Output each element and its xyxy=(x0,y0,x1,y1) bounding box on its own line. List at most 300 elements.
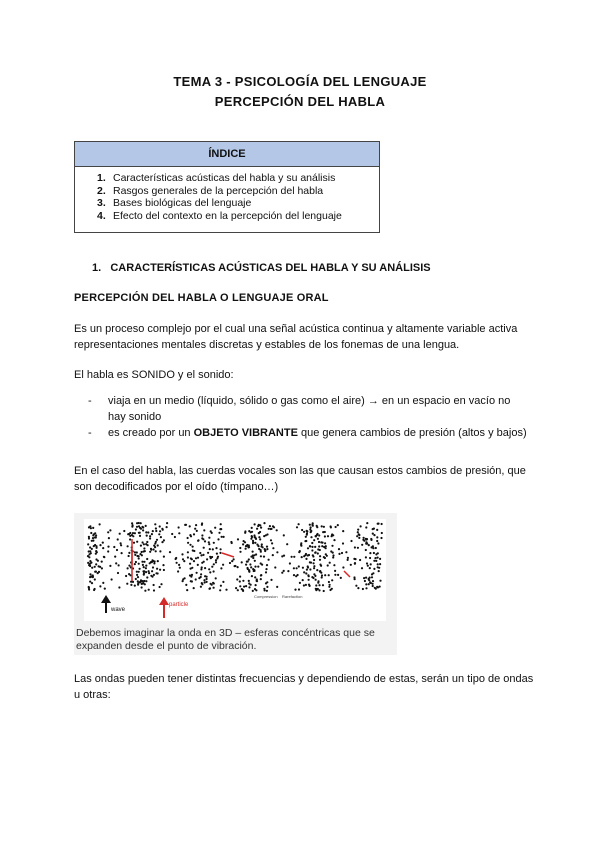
particle-dot xyxy=(276,551,278,553)
particle-dot xyxy=(298,565,300,567)
particle-dot xyxy=(268,559,270,561)
particle-dot xyxy=(119,533,121,535)
particle-dot xyxy=(254,560,256,562)
particle-dot xyxy=(97,572,99,574)
particle-dot xyxy=(153,562,155,564)
particle-dot xyxy=(146,558,148,560)
particle-dot xyxy=(357,529,359,531)
particle-dot xyxy=(197,564,199,566)
particle-dot xyxy=(363,540,365,542)
particle-dot xyxy=(369,557,371,559)
particle-dot xyxy=(256,580,258,582)
particle-dot xyxy=(324,542,326,544)
particle-dot xyxy=(233,558,235,560)
document-subtitle: PERCEPCIÓN DEL HABLA xyxy=(214,94,386,109)
particle-dot xyxy=(137,580,139,582)
particle-dot xyxy=(257,566,259,568)
particle-dot xyxy=(89,576,91,578)
particle-dot xyxy=(219,552,221,554)
particle-dot xyxy=(95,563,97,565)
particle-dot xyxy=(313,562,315,564)
particle-dot xyxy=(381,532,383,534)
particle-dot xyxy=(145,531,147,533)
particle-dot xyxy=(143,566,145,568)
particle-dot xyxy=(192,546,194,548)
particle-dot xyxy=(94,578,96,580)
index-item: 4. Efecto del contexto en la percepción del lenguaje xyxy=(97,209,342,222)
particle-dot xyxy=(354,562,356,564)
particle-dot xyxy=(88,537,90,539)
particle-dot xyxy=(190,576,192,578)
particle-dot xyxy=(355,585,357,587)
particle-dot xyxy=(295,575,297,577)
particle-dot xyxy=(231,542,233,544)
particle-dot xyxy=(149,535,151,537)
particle-dot xyxy=(159,525,161,527)
particle-dot xyxy=(197,540,199,542)
particle-dot xyxy=(323,590,325,592)
particle-dot xyxy=(219,589,221,591)
particle-dot xyxy=(316,569,318,571)
particle-dot xyxy=(366,522,368,524)
particle-dot xyxy=(237,589,239,591)
particle-dot xyxy=(89,573,91,575)
particle-dot xyxy=(251,531,253,533)
particle-dot xyxy=(187,556,189,558)
particle-dot xyxy=(142,541,144,543)
particle-dot xyxy=(298,551,300,553)
particle-dot xyxy=(379,558,381,560)
particle-dot xyxy=(136,526,138,528)
particle-dot xyxy=(131,526,133,528)
particle-dot xyxy=(89,560,91,562)
particle-dot xyxy=(254,566,256,568)
particle-dot xyxy=(350,564,352,566)
particle-dot xyxy=(318,545,320,547)
particle-dot xyxy=(118,586,120,588)
particle-dot xyxy=(283,555,285,557)
particle-dot xyxy=(209,571,211,573)
particle-dot xyxy=(146,541,148,543)
particle-dot xyxy=(356,535,358,537)
particle-dot xyxy=(166,522,168,524)
particle-dot xyxy=(256,528,258,530)
particle-dot xyxy=(312,525,314,527)
particle-dot xyxy=(117,538,119,540)
particle-dot xyxy=(318,589,320,591)
particle-dot xyxy=(365,577,367,579)
index-item: 1. Características acústicas del habla y su análisis xyxy=(97,172,336,184)
particle-dot xyxy=(363,577,365,579)
particle-dot xyxy=(329,589,331,591)
particle-dot xyxy=(311,549,313,551)
particle-dot xyxy=(178,564,180,566)
particle-dot xyxy=(369,552,371,554)
particle-dot xyxy=(256,544,258,546)
particle-dot xyxy=(331,535,333,537)
particle-dot xyxy=(270,528,272,530)
particle-dot xyxy=(114,556,116,558)
particle-dot xyxy=(93,545,95,547)
particle-dot xyxy=(143,580,145,582)
particle-dot xyxy=(243,586,245,588)
particle-dot xyxy=(201,582,203,584)
particle-dot xyxy=(283,534,285,536)
particle-dot xyxy=(89,581,91,583)
particle-dot xyxy=(363,537,365,539)
particle-dot xyxy=(159,530,161,532)
particle-dot xyxy=(372,533,374,535)
wave-particles-illustration xyxy=(74,513,397,623)
particle-dot xyxy=(193,560,195,562)
particle-dot xyxy=(215,577,217,579)
particle-dot xyxy=(136,555,138,557)
particle-dot xyxy=(136,574,138,576)
figure-caption: Debemos imaginar la onda en 3D – esferas concéntricas que se expanden desde el punto de vibración. xyxy=(76,627,375,652)
particle-dot xyxy=(207,552,209,554)
particle-dot xyxy=(189,544,191,546)
particle-dot xyxy=(160,536,162,538)
particle-dot xyxy=(294,589,296,591)
particle-dot xyxy=(129,538,131,540)
particle-dot xyxy=(307,566,309,568)
particle-dot xyxy=(313,559,315,561)
particle-dot xyxy=(102,547,104,549)
particle-dot xyxy=(362,588,364,590)
particle-dot xyxy=(242,543,244,545)
particle-dot xyxy=(229,562,231,564)
particle-dot xyxy=(328,586,330,588)
particle-dot xyxy=(193,533,195,535)
particle-dot xyxy=(208,568,210,570)
particle-dot xyxy=(365,556,367,558)
particle-dot xyxy=(332,554,334,556)
particle-dot xyxy=(201,566,203,568)
particle-dot xyxy=(302,567,304,569)
particle-dot xyxy=(178,526,180,528)
particle-dot xyxy=(264,550,266,552)
particle-dot xyxy=(107,546,109,548)
particle-dot xyxy=(154,546,156,548)
particle-dot xyxy=(318,541,320,543)
particle-dot xyxy=(95,553,97,555)
particle-dot xyxy=(101,561,103,563)
particle-dot xyxy=(340,577,342,579)
particle-dot xyxy=(347,557,349,559)
particle-dot xyxy=(178,532,180,534)
list-item: - es creado por un OBJETO VIBRANTE que genera cambios de presión (altos y bajos) xyxy=(88,427,527,439)
particle-dot xyxy=(247,546,249,548)
particle-dot xyxy=(201,562,203,564)
particle-dot xyxy=(156,568,158,570)
particle-dot xyxy=(120,544,122,546)
particle-dot xyxy=(132,581,134,583)
particle-dot xyxy=(296,567,298,569)
particle-dot xyxy=(95,534,97,536)
particle-dot xyxy=(379,563,381,565)
particle-dot xyxy=(337,524,339,526)
particle-dot xyxy=(90,532,92,534)
particle-dot xyxy=(206,581,208,583)
particle-dot xyxy=(323,526,325,528)
particle-dot xyxy=(242,590,244,592)
particle-dot xyxy=(221,536,223,538)
particle-dot xyxy=(357,587,359,589)
particle-dot xyxy=(342,542,344,544)
particle-dot xyxy=(266,586,268,588)
particle-dot xyxy=(150,548,152,550)
particle-dot xyxy=(341,552,343,554)
particle-dot xyxy=(220,585,222,587)
particle-dot xyxy=(307,574,309,576)
particle-dot xyxy=(237,538,239,540)
particle-dot xyxy=(88,553,90,555)
particle-dot xyxy=(287,570,289,572)
particle-dot xyxy=(108,537,110,539)
particle-dot xyxy=(136,571,138,573)
particle-dot xyxy=(365,583,367,585)
particle-dot xyxy=(301,556,303,558)
particle-dot xyxy=(305,584,307,586)
particle-dot xyxy=(312,554,314,556)
particle-dot xyxy=(342,530,344,532)
particle-dot xyxy=(90,527,92,529)
particle-dot xyxy=(249,563,251,565)
particle-dot xyxy=(271,542,273,544)
particle-dot xyxy=(220,523,222,525)
particle-dot xyxy=(138,525,140,527)
particle-dot xyxy=(138,571,140,573)
particle-dot xyxy=(377,563,379,565)
particle-dot xyxy=(310,526,312,528)
particle-dot xyxy=(266,564,268,566)
particle-dot xyxy=(291,556,293,558)
particle-dot xyxy=(157,560,159,562)
particle-dot xyxy=(265,571,267,573)
particle-dot xyxy=(91,567,93,569)
wave-label: wave xyxy=(111,607,126,613)
particle-dot xyxy=(264,548,266,550)
particle-dot xyxy=(193,587,195,589)
particle-dot xyxy=(203,529,205,531)
particle-dot xyxy=(129,535,131,537)
particle-dot xyxy=(127,545,129,547)
particle-dot xyxy=(337,574,339,576)
particle-dot xyxy=(371,573,373,575)
particle-dot xyxy=(211,584,213,586)
particle-dot xyxy=(190,568,192,570)
particle-dot xyxy=(200,568,202,570)
particle-dot xyxy=(314,552,316,554)
particle-dot xyxy=(223,536,225,538)
particle-dot xyxy=(250,584,252,586)
particle-dot xyxy=(140,522,142,524)
particle-dot xyxy=(225,589,227,591)
particle-dot xyxy=(139,568,141,570)
particle-dot xyxy=(143,574,145,576)
particle-dot xyxy=(152,566,154,568)
particle-dot xyxy=(206,578,208,580)
particle-dot xyxy=(196,530,198,532)
particle-dot xyxy=(303,571,305,573)
particle-dot xyxy=(133,542,135,544)
particle-dot xyxy=(347,559,349,561)
particle-dot xyxy=(182,558,184,560)
particle-dot xyxy=(239,580,241,582)
particle-dot xyxy=(134,563,136,565)
particle-dot xyxy=(186,589,188,591)
particle-dot xyxy=(324,531,326,533)
particle-dot xyxy=(361,544,363,546)
particle-dot xyxy=(258,532,260,534)
particle-dot xyxy=(359,559,361,561)
particle-dot xyxy=(136,551,138,553)
particle-dot xyxy=(250,566,252,568)
particle-dot xyxy=(314,575,316,577)
particle-dot xyxy=(215,547,217,549)
particle-dot xyxy=(222,564,224,566)
particle-dot xyxy=(322,584,324,586)
particle-dot xyxy=(102,542,104,544)
particle-dot xyxy=(300,545,302,547)
particle-dot xyxy=(109,565,111,567)
particle-dot xyxy=(309,524,311,526)
particle-dot xyxy=(260,555,262,557)
particle-dot xyxy=(149,562,151,564)
particle-dot xyxy=(254,536,256,538)
particle-dot xyxy=(354,558,356,560)
particle-dot xyxy=(135,561,137,563)
particle-dot xyxy=(134,554,136,556)
particle-dot xyxy=(132,532,134,534)
particle-dot xyxy=(313,539,315,541)
particle-dot xyxy=(370,563,372,565)
particle-dot xyxy=(213,563,215,565)
particle-dot xyxy=(239,547,241,549)
particle-dot xyxy=(338,553,340,555)
particle-dot xyxy=(136,541,138,543)
particle-dot xyxy=(248,580,250,582)
particle-dot xyxy=(328,581,330,583)
particle-dot xyxy=(208,537,210,539)
particle-dot xyxy=(141,561,143,563)
particle-dot xyxy=(305,536,307,538)
particle-dot xyxy=(286,543,288,545)
particle-dot xyxy=(187,537,189,539)
particle-dot xyxy=(248,558,250,560)
particle-dot xyxy=(299,582,301,584)
particle-dot xyxy=(206,558,208,560)
particle-dot xyxy=(377,542,379,544)
particle-dot xyxy=(365,538,367,540)
list-item: - viaja en un medio (líquido, sólido o gas como el aire) → en un espacio en vacío no hay sonido xyxy=(88,395,511,423)
particle-dot xyxy=(305,572,307,574)
particle-dot xyxy=(143,543,145,545)
particle-dot xyxy=(306,532,308,534)
particle-dot xyxy=(91,582,93,584)
particle-dot xyxy=(237,566,239,568)
particle-dot xyxy=(242,580,244,582)
particle-dot xyxy=(298,588,300,590)
particle-dot xyxy=(153,584,155,586)
particle-dot xyxy=(263,522,265,524)
particle-dot xyxy=(376,536,378,538)
particle-dot xyxy=(321,574,323,576)
particle-dot xyxy=(144,590,146,592)
particle-dot xyxy=(265,582,267,584)
particle-dot xyxy=(354,578,356,580)
particle-dot xyxy=(371,576,373,578)
particle-dot xyxy=(315,535,317,537)
particle-dot xyxy=(88,550,90,552)
particle-dot xyxy=(246,567,248,569)
particle-dot xyxy=(318,534,320,536)
particle-dot xyxy=(328,574,330,576)
particle-dot xyxy=(377,557,379,559)
particle-dot xyxy=(203,547,205,549)
particle-dot xyxy=(314,546,316,548)
particle-dot xyxy=(155,572,157,574)
particle-dot xyxy=(283,570,285,572)
particle-dot xyxy=(171,533,173,535)
particle-dot xyxy=(311,546,313,548)
particle-dot xyxy=(293,556,295,558)
particle-label: particle xyxy=(169,602,189,608)
particle-dot xyxy=(325,545,327,547)
particle-dot xyxy=(244,541,246,543)
particle-dot xyxy=(262,546,264,548)
particle-dot xyxy=(373,552,375,554)
particle-dot xyxy=(148,572,150,574)
particle-dot xyxy=(104,588,106,590)
particle-dot xyxy=(248,570,250,572)
particle-dot xyxy=(298,523,300,525)
particle-dot xyxy=(155,530,157,532)
particle-dot xyxy=(319,564,321,566)
particle-dot xyxy=(99,566,101,568)
particle-dot xyxy=(156,539,158,541)
particle-dot xyxy=(372,580,374,582)
particle-dot xyxy=(244,530,246,532)
particle-dot xyxy=(327,564,329,566)
particle-dot xyxy=(276,586,278,588)
particle-dot xyxy=(354,546,356,548)
particle-dot xyxy=(215,561,217,563)
particle-dot xyxy=(260,527,262,529)
particle-dot xyxy=(320,541,322,543)
particle-dot xyxy=(276,529,278,531)
particle-dot xyxy=(158,533,160,535)
particle-dot xyxy=(103,556,105,558)
particle-dot xyxy=(142,564,144,566)
particle-dot xyxy=(208,541,210,543)
particle-dot xyxy=(201,534,203,536)
particle-dot xyxy=(101,567,103,569)
particle-dot xyxy=(201,524,203,526)
particle-dot xyxy=(332,552,334,554)
particle-dot xyxy=(377,586,379,588)
particle-dot xyxy=(326,555,328,557)
particle-dot xyxy=(200,586,202,588)
particle-dot xyxy=(258,524,260,526)
particle-dot xyxy=(239,576,241,578)
particle-dot xyxy=(369,567,371,569)
index-list xyxy=(75,167,379,222)
particle-dot xyxy=(174,536,176,538)
particle-dot xyxy=(377,566,379,568)
particle-dot xyxy=(89,565,91,567)
particle-dot xyxy=(372,585,374,587)
